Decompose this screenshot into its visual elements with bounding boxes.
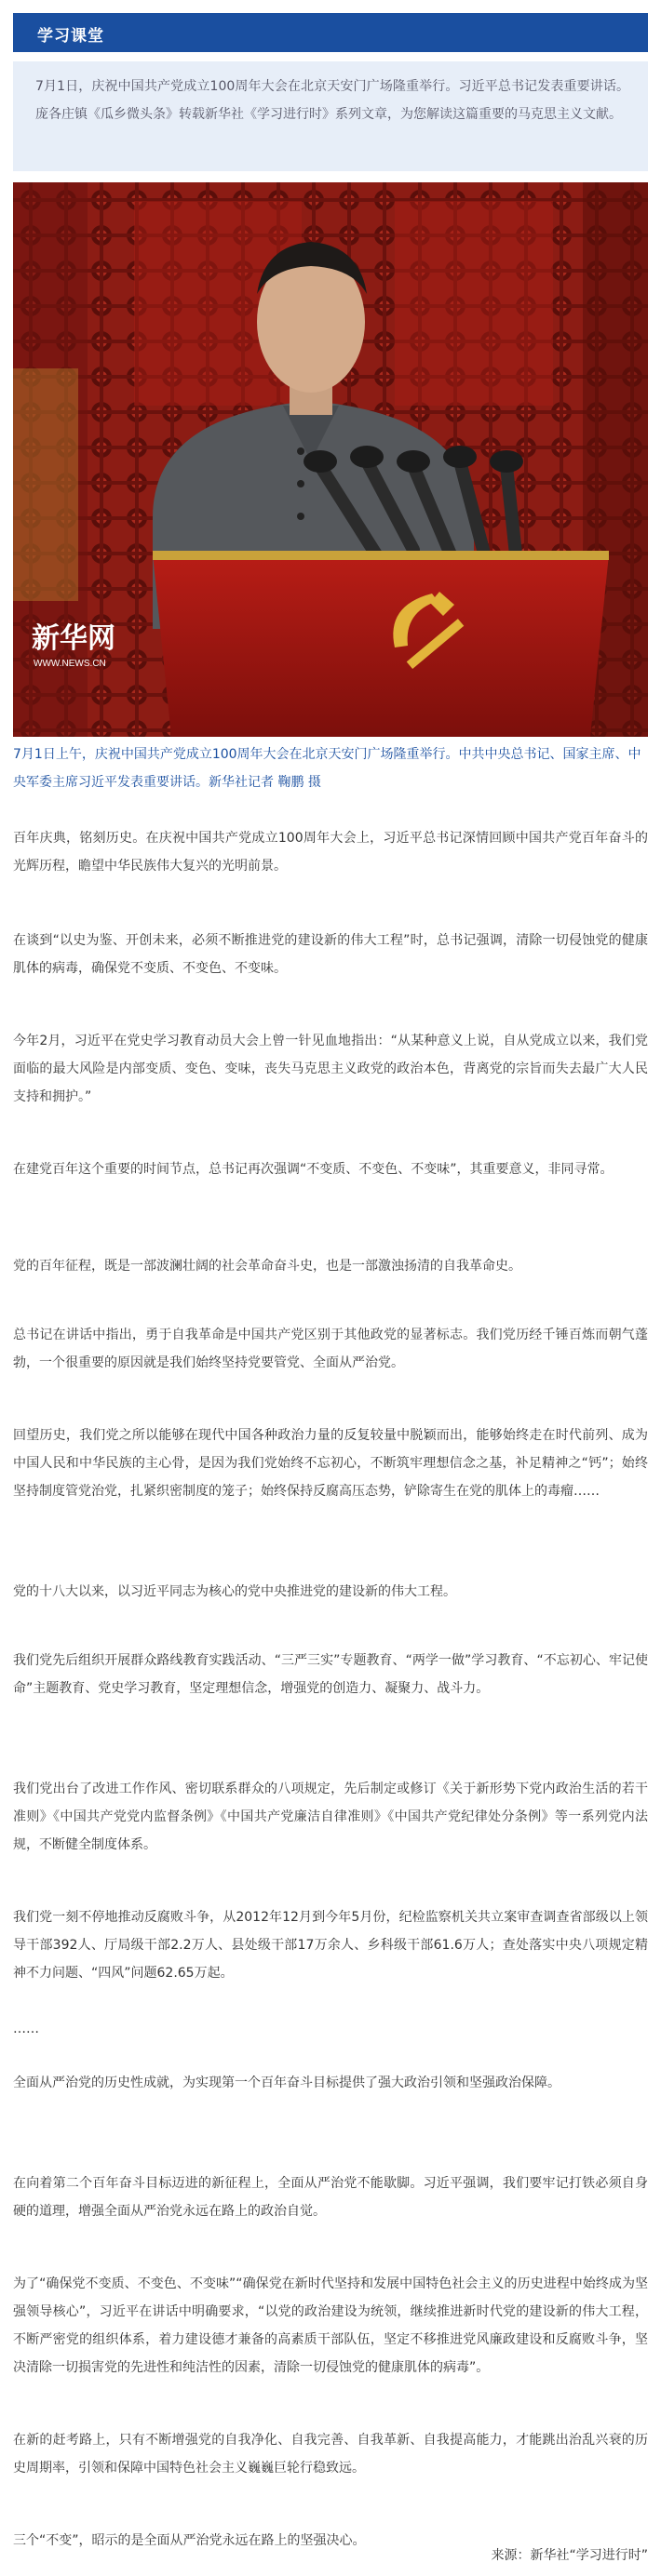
paragraph: 回望历史，我们党之所以能够在现代中国各种政治力量的反复较量中脱颖而出，能够始终走在时代前列、成为中国人民和中华民族的主心骨，是因为我们党始终不忘初心，不断筑牢理想信念之基，补足精神之“钙”；始终坚持制度管党治党，扎紧织密制度的笼子；始终保持反腐高压态势，铲除寄生在党的肌体上的毒瘤…… [13,1428,648,1499]
paragraph: 总书记在讲话中指出，勇于自我革命是中国共产党区别于其他政党的显著标志。我们党历经千锤百炼而朝气蓬勃，一个很重要的原因就是我们始终坚持党要管党、全面从严治党。 [13,1328,648,1370]
paragraph: 为了“确保党不变质、不变色、不变味”“确保党在新时代坚持和发展中国特色社会主义的历史进程中始终成为坚强领导核心”，习近平在讲话中明确要求，“以党的政治建设为统领，继续推进新时代党的建设新的伟大工程，不断严密党的组织体系，着力建设德才兼备的高素质干部队伍，坚定不移推进党风廉政建设和反腐败斗争，坚决清除一切损害党的先进性和纯洁性的因素，清除一切侵蚀党的健康肌体的病毒”。 [13,2276,648,2375]
photo-caption: 7月1日上午，庆祝中国共产党成立100周年大会在北京天安门广场隆重举行。中共中央总书记、国家主席、中央军委主席习近平发表重要讲话。新华社记者 鞠鹏 摄 [13,747,641,790]
ellipsis: …… [13,2022,39,2036]
paragraph: 我们党出台了改进工作作风、密切联系群众的八项规定，先后制定或修订《关于新形势下党内政治生活的若干准则》《中国共产党党内监督条例》《中国共产党廉洁自律准则》《中国共产党纪律处分条例》等一系列党内法规，不断健全制度体系。 [13,1782,648,1852]
paragraph: 今年2月，习近平在党史学习教育动员大会上曾一针见血地指出：“从某种意义上说，自从党成立以来，我们党面临的最大风险是内部变质、变色、变味，丧失马克思主义政党的政治本色，背离党的宗旨而失去最广大人民支持和拥护。” [13,1034,648,1104]
paragraph: 在谈到“以史为鉴、开创未来，必须不断推进党的建设新的伟大工程”时，总书记强调，清除一切侵蚀党的健康肌体的病毒，确保党不变质、不变色、不变味。 [13,933,648,976]
paragraph: 在建党百年这个重要的时间节点，总书记再次强调“不变质、不变色、不变味”，其重要意义，非同寻常。 [13,1162,614,1177]
paragraph: 党的十八大以来，以习近平同志为核心的党中央推进党的建设新的伟大工程。 [13,1584,456,1599]
paragraph: 全面从严治党的历史性成就，为实现第一个百年奋斗目标提供了强大政治引领和坚强政治保障。 [13,2075,560,2090]
paragraph: 在向着第二个百年奋斗目标迈进的新征程上，全面从严治党不能歇脚。习近平强调，我们要牢记打铁必须自身硬的道理，增强全面从严治党永远在路上的政治自觉。 [13,2176,648,2219]
paragraph: 我们党先后组织开展群众路线教育实践活动、“三严三实”专题教育、“两学一做”学习教育、“不忘初心、牢记使命”主题教育、党史学习教育，坚定理想信念，增强党的创造力、凝聚力、战斗力。 [13,1653,648,1696]
watermark-url: WWW.NEWS.CN [34,659,106,669]
section-title: 学习课堂 [37,27,104,46]
paragraph: 我们党一刻不停地推动反腐败斗争，从2012年12月到今年5月份，纪检监察机关共立案审查调查省部级以上领导干部392人、厅局级干部2.2万人、县处级干部17万余人、乡科级干部61.6万人；查处落实中央八项规定精神不力问题、“四风”问题62.65万起。 [13,1910,648,1981]
intro-text: 7月1日，庆祝中国共产党成立100周年大会在北京天安门广场隆重举行。习近平总书记发表重要讲话。庞各庄镇《瓜乡微头条》转载新华社《学习进行时》系列文章，为您解读这篇重要的马克思主义文献。 [35,79,629,122]
paragraph: 三个“不变”，昭示的是全面从严治党永远在路上的坚强决心。 [13,2533,366,2548]
source-credit: 来源：新华社“学习进行时” [491,2548,648,2563]
intro-box [13,61,648,171]
speaker-photo-illustration [13,182,648,737]
paragraph: 党的百年征程，既是一部波澜壮阔的社会革命奋斗史，也是一部激浊扬清的自我革命史。 [13,1259,521,1274]
paragraph: 在新的赶考路上，只有不断增强党的自我净化、自我完善、自我革新、自我提高能力，才能跳出治乱兴衰的历史周期率，引领和保障中国特色社会主义巍巍巨轮行稳致远。 [13,2433,648,2476]
section-header [13,13,648,52]
paragraph: 百年庆典，铭刻历史。在庆祝中国共产党成立100周年大会上，习近平总书记深情回顾中国共产党百年奋斗的光辉历程，瞻望中华民族伟大复兴的光明前景。 [13,831,648,874]
watermark-logo: 新华网 [32,623,115,654]
news-photo [13,182,648,737]
